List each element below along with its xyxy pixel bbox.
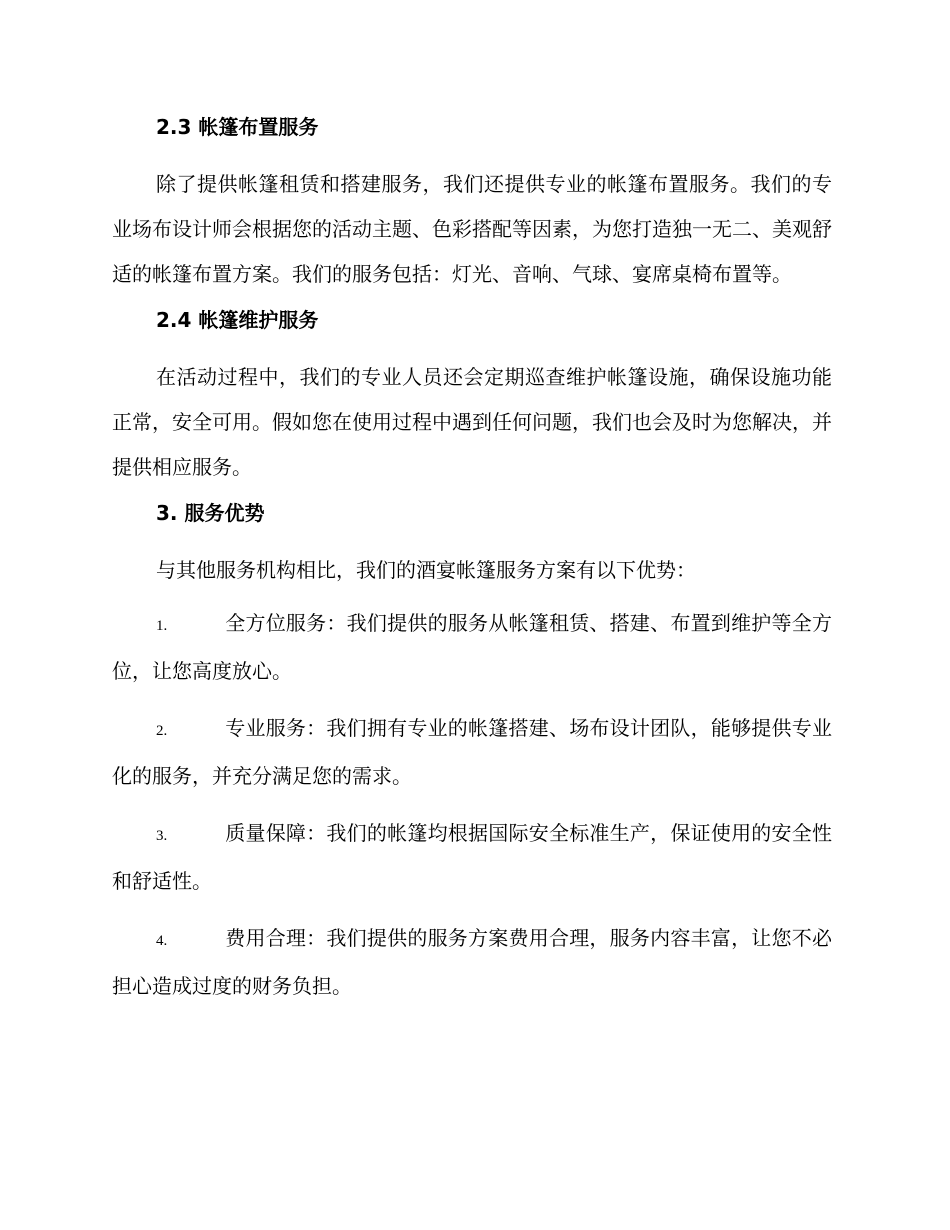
- section-heading-2-3: 2.3 帐篷布置服务: [156, 115, 319, 139]
- list-item-text: 全方位服务：我们提供的服务从帐篷租赁、搭建、布置到维护等全方位，让您高度放心。: [112, 611, 832, 683]
- section-paragraph-2-3: 除了提供帐篷租赁和搭建服务，我们还提供专业的帐篷布置服务。我们的专业场布设计师会根据您的活动主题、色彩搭配等因素，为您打造独一无二、美观舒适的帐篷布置方案。我们的服务包括：灯光、音响、气球、宴席桌椅布置等。: [112, 172, 832, 286]
- document-body: [112, 112, 832, 1021]
- list-item-number: 1.: [156, 618, 168, 634]
- list-item: [112, 706, 832, 799]
- list-item-text: 专业服务：我们拥有专业的帐篷搭建、场布设计团队，能够提供专业化的服务，并充分满足您的需求。: [112, 716, 832, 788]
- list-item-number: 4.: [156, 933, 168, 949]
- list-item-number: 2.: [156, 723, 168, 739]
- list-item: [112, 811, 832, 904]
- section-heading-3: 3. 服务优势: [156, 501, 265, 525]
- list-item: [112, 601, 832, 694]
- list-item-text: 费用合理：我们提供的服务方案费用合理，服务内容丰富，让您不必担心造成过度的财务负担。: [112, 926, 832, 998]
- advantages-list: [112, 601, 832, 1009]
- list-item: [112, 916, 832, 1009]
- section-paragraph-3: 与其他服务机构相比，我们的酒宴帐篷服务方案有以下优势：: [156, 558, 696, 582]
- list-item-number: 3.: [156, 828, 168, 844]
- list-item-text: 质量保障：我们的帐篷均根据国际安全标准生产，保证使用的安全性和舒适性。: [112, 821, 832, 893]
- section-heading-2-4: 2.4 帐篷维护服务: [156, 308, 319, 332]
- section-paragraph-2-4: 在活动过程中，我们的专业人员还会定期巡查维护帐篷设施，确保设施功能正常，安全可用。假如您在使用过程中遇到任何问题，我们也会及时为您解决，并提供相应服务。: [112, 365, 832, 479]
